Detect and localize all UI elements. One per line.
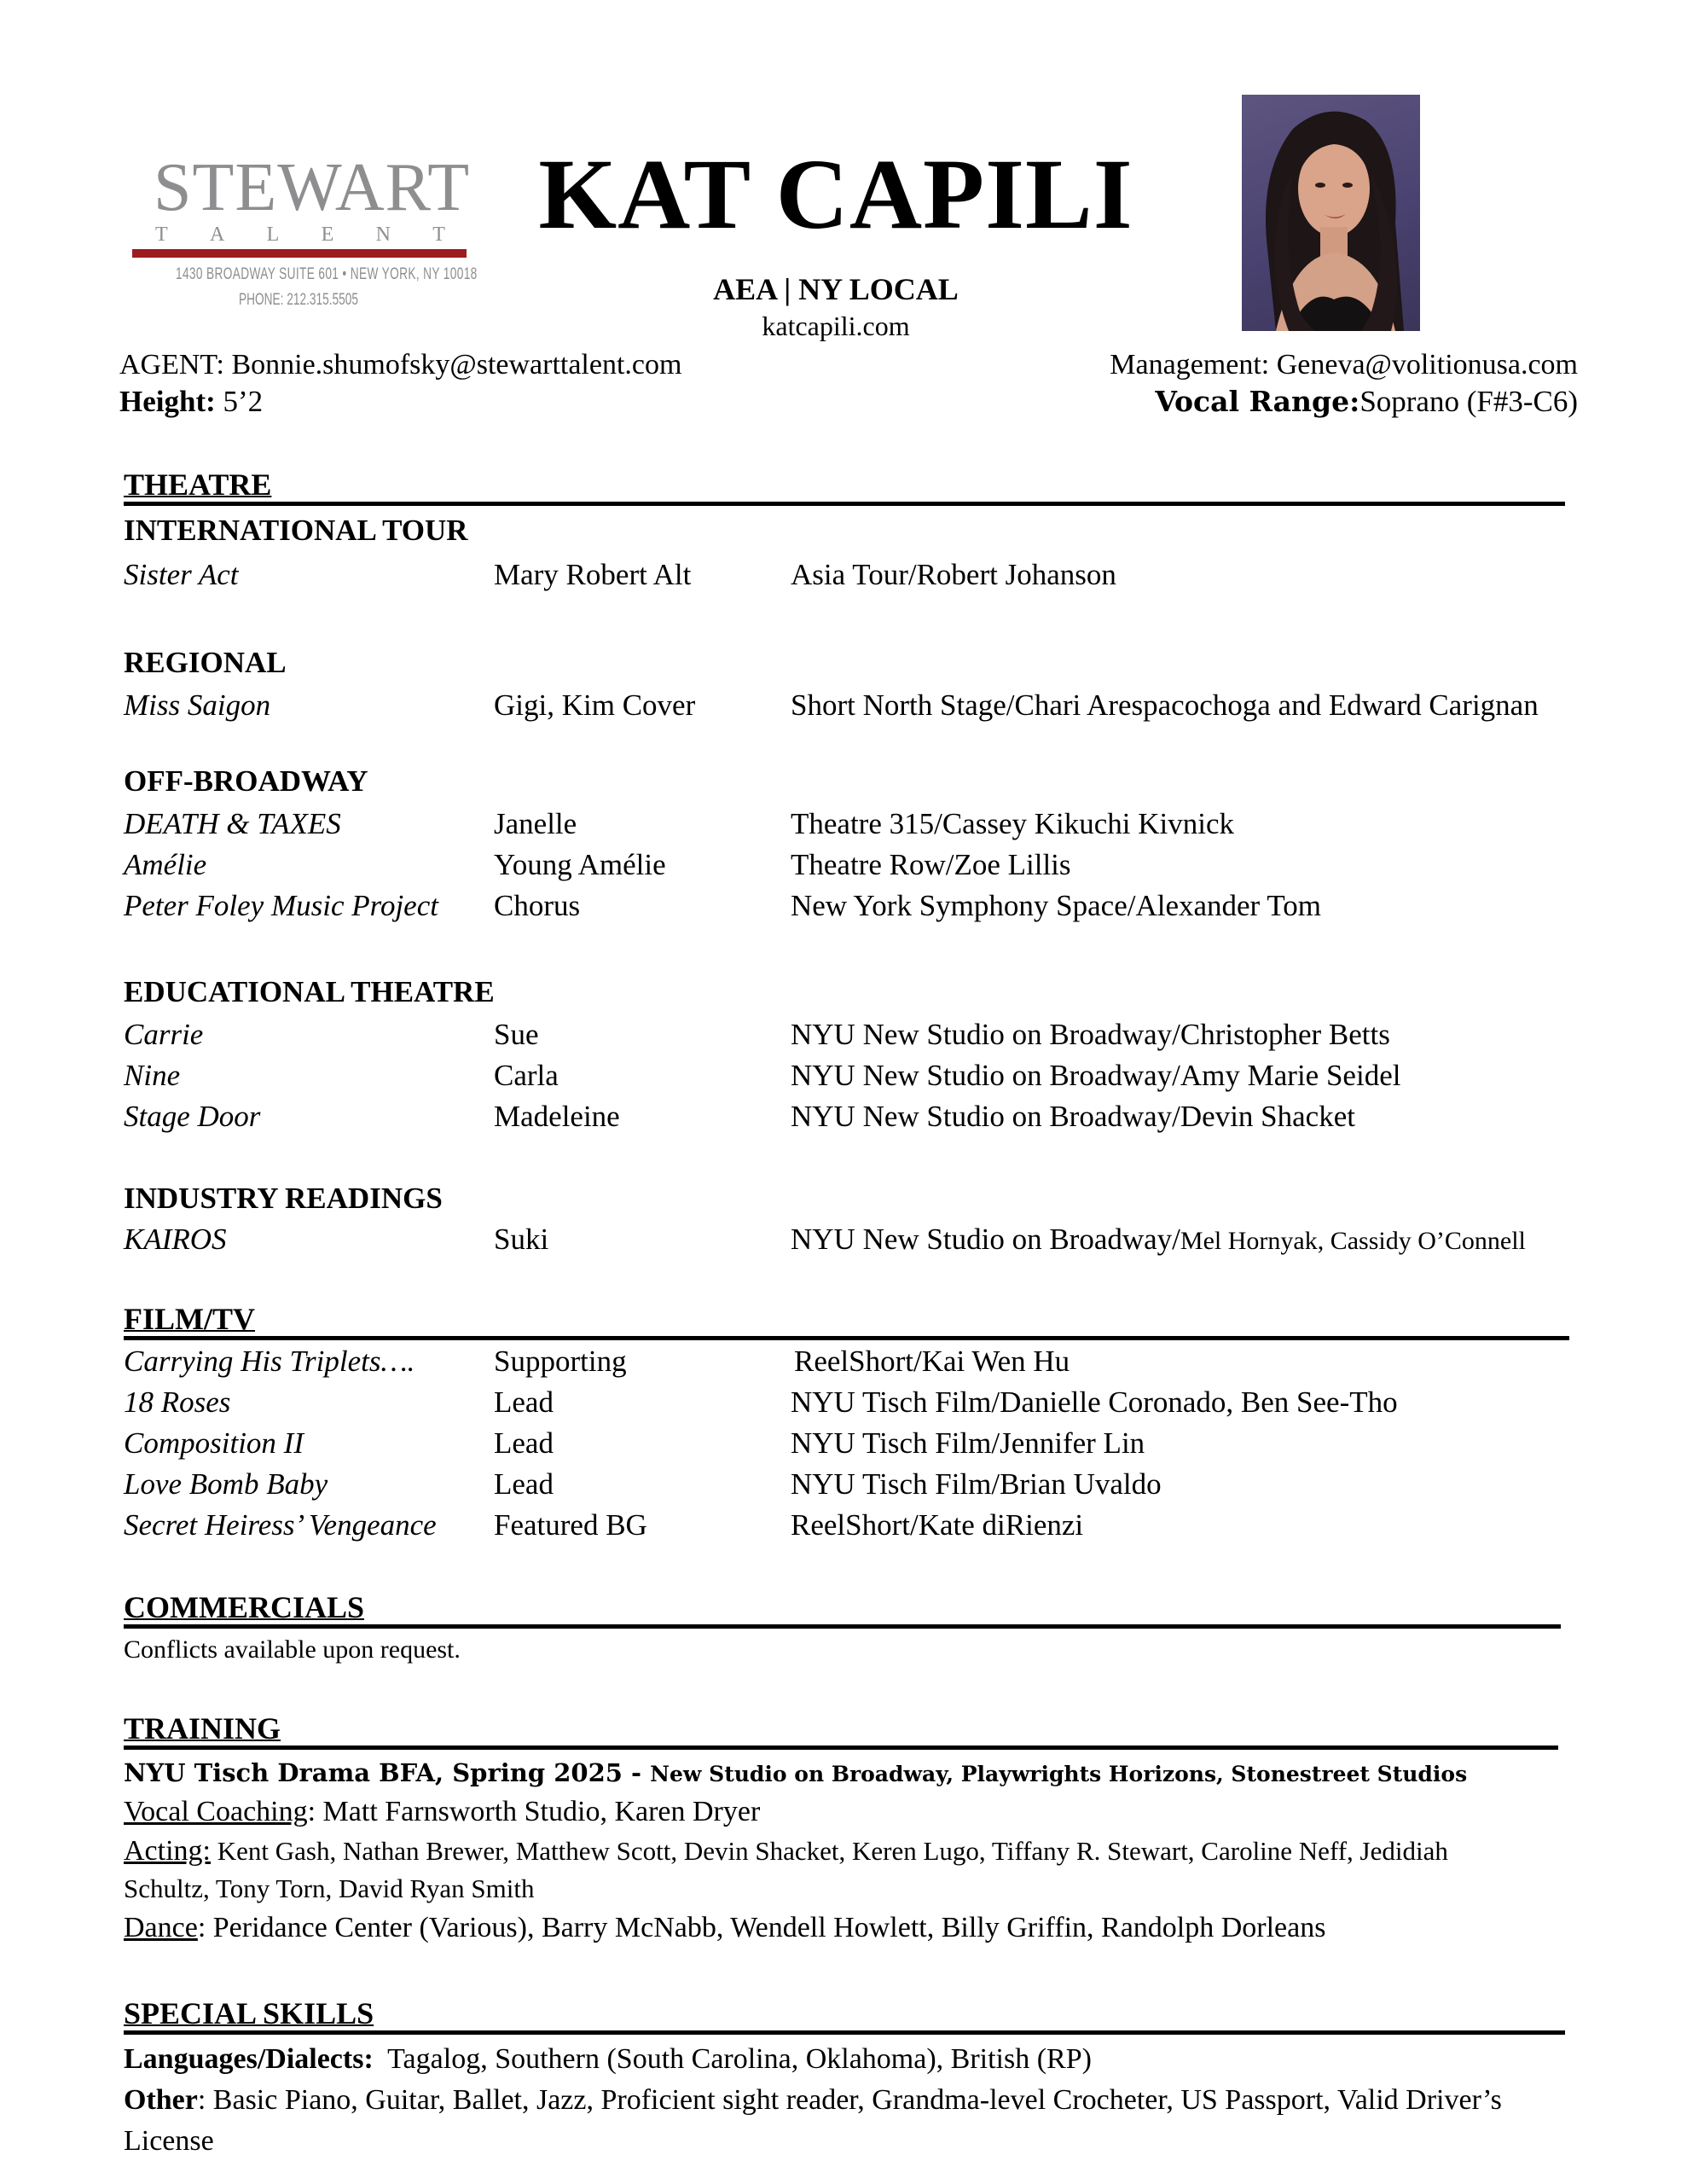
dance-text: : Peridance Center (Various), Barry McNabb, Wendell Howlett, Billy Griffin, Randolph Dorleans bbox=[197, 1912, 1326, 1943]
management-email[interactable]: Geneva@volitionusa.com bbox=[1276, 349, 1578, 380]
credit-row bbox=[124, 1223, 1608, 1257]
credit-role: Mary Robert Alt bbox=[494, 558, 692, 591]
section-commercials bbox=[124, 1590, 1561, 1629]
dance-label: Dance bbox=[124, 1912, 198, 1943]
actor-name: KAT CAPILI bbox=[538, 138, 1133, 250]
section-title: FILM/TV bbox=[124, 1302, 256, 1336]
management-label: Management: bbox=[1110, 349, 1277, 380]
credit-venue: NYU New Studio on Broadway/Devin Shacket bbox=[791, 1100, 1355, 1133]
credit-role: Janelle bbox=[494, 807, 577, 840]
subsection-heading: INTERNATIONAL TOUR bbox=[124, 514, 468, 547]
vocal-coaching-text: : Matt Farnsworth Studio, Karen Dryer bbox=[307, 1796, 761, 1827]
languages-label: Languages/Dialects: bbox=[124, 2043, 374, 2075]
degree-label: NYU Tisch Drama BFA, Spring 2025 - bbox=[124, 1758, 651, 1787]
credit-role: Sue bbox=[494, 1018, 539, 1051]
credit-title: DEATH & TAXES bbox=[124, 807, 341, 840]
subsection-heading: EDUCATIONAL THEATRE bbox=[124, 975, 495, 1008]
commercials-note: Conflicts available upon request. bbox=[124, 1635, 461, 1664]
height-value: 5’2 bbox=[223, 385, 264, 418]
section-title: COMMERCIALS bbox=[124, 1590, 365, 1624]
credit-row bbox=[124, 1345, 1608, 1379]
headshot-illustration bbox=[1242, 95, 1420, 331]
section-title: SPECIAL SKILLS bbox=[124, 1996, 374, 2030]
credit-role: Young Amélie bbox=[494, 848, 666, 881]
section-training bbox=[124, 1711, 1558, 1750]
logo-letter: E bbox=[321, 224, 334, 246]
other-text: : Basic Piano, Guitar, Ballet, Jazz, Proficient sight reader, Grandma-level Crocheter, US Passport, Valid Driver’s bbox=[197, 2084, 1502, 2116]
logo-letter: T bbox=[432, 224, 445, 246]
logo-address: 1430 BROADWAY SUITE 601 • NEW YORK, NY 10018 bbox=[176, 265, 478, 283]
agent-email[interactable]: Bonnie.shumofsky@stewarttalent.com bbox=[231, 349, 682, 380]
skills-other-cont: License bbox=[124, 2125, 214, 2157]
vocal-coaching-label: Vocal Coaching bbox=[124, 1796, 308, 1827]
logo-subtitle bbox=[155, 224, 445, 246]
credit-title: Secret Heiress’ Vengeance bbox=[124, 1508, 437, 1542]
credit-role: Madeleine bbox=[494, 1100, 620, 1133]
logo-name: STEWART bbox=[154, 150, 471, 225]
credit-title: 18 Roses bbox=[124, 1385, 231, 1419]
credit-venue-main: NYU New Studio on Broadway/ bbox=[791, 1223, 1180, 1256]
section-title: THEATRE bbox=[124, 468, 272, 502]
training-acting-cont: Schultz, Tony Torn, David Ryan Smith bbox=[124, 1873, 535, 1903]
credit-title: Peter Foley Music Project bbox=[124, 889, 438, 922]
degree-studios: New Studio on Broadway, Playwrights Horizons, Stonestreet Studios bbox=[650, 1762, 1468, 1786]
credit-row bbox=[124, 1385, 1608, 1420]
credit-role: Featured BG bbox=[494, 1508, 647, 1542]
credit-venue: NYU Tisch Film/Brian Uvaldo bbox=[791, 1467, 1162, 1501]
credit-title: Sister Act bbox=[124, 558, 239, 591]
credit-title: Nine bbox=[124, 1059, 181, 1092]
agent-label: AGENT: bbox=[119, 349, 232, 380]
training-dance bbox=[124, 1911, 1591, 1945]
logo-phone: PHONE: 212.315.5505 bbox=[239, 291, 358, 309]
credit-title: Carrying His Triplets…. bbox=[124, 1345, 415, 1378]
height-info bbox=[119, 384, 263, 420]
credit-row bbox=[124, 558, 1608, 592]
subsection-heading: INDUSTRY READINGS bbox=[124, 1182, 443, 1215]
headshot-photo bbox=[1242, 95, 1420, 331]
credit-row bbox=[124, 688, 1608, 723]
credit-row bbox=[124, 1467, 1608, 1502]
credit-venue: Theatre 315/Cassey Kikuchi Kivnick bbox=[791, 807, 1235, 840]
section-title: TRAINING bbox=[124, 1711, 281, 1745]
credit-title: Miss Saigon bbox=[124, 688, 271, 722]
credit-role: Gigi, Kim Cover bbox=[494, 688, 696, 722]
credit-venue-directors: Mel Hornyak, Cassidy O’Connell bbox=[1180, 1227, 1526, 1255]
credit-venue: NYU Tisch Film/Danielle Coronado, Ben See-Tho bbox=[791, 1385, 1398, 1419]
logo-bar bbox=[132, 249, 467, 258]
website-link[interactable]: katcapili.com bbox=[762, 311, 910, 341]
subsection-heading: REGIONAL bbox=[124, 646, 287, 679]
credit-title: Stage Door bbox=[124, 1100, 261, 1133]
credit-venue: NYU Tisch Film/Jennifer Lin bbox=[791, 1426, 1145, 1460]
credit-venue: Asia Tour/Robert Johanson bbox=[791, 558, 1116, 591]
credit-venue: Theatre Row/Zoe Lillis bbox=[791, 848, 1071, 881]
credit-venue bbox=[791, 1223, 1526, 1258]
credit-title: Composition II bbox=[124, 1426, 304, 1460]
credit-venue: Short North Stage/Chari Arespacochoga and Edward Carignan bbox=[791, 688, 1539, 722]
vocal-range-label: Vocal Range: bbox=[1155, 385, 1360, 418]
credit-role: Suki bbox=[494, 1223, 549, 1256]
skills-other bbox=[124, 2083, 1591, 2117]
agent-contact bbox=[119, 348, 681, 382]
credit-row bbox=[124, 1059, 1608, 1093]
credit-venue: NYU New Studio on Broadway/Christopher Betts bbox=[791, 1018, 1390, 1051]
credit-title: Love Bomb Baby bbox=[124, 1467, 328, 1501]
credit-venue: New York Symphony Space/Alexander Tom bbox=[791, 889, 1321, 922]
subsection-heading: OFF-BROADWAY bbox=[124, 764, 368, 798]
credit-role: Supporting bbox=[494, 1345, 627, 1378]
logo-letter: L bbox=[266, 224, 280, 246]
credit-title: Amélie bbox=[124, 848, 207, 881]
acting-label: Acting: bbox=[124, 1835, 211, 1867]
section-theatre bbox=[124, 468, 1565, 506]
section-film-tv bbox=[124, 1302, 1569, 1340]
logo-letter: A bbox=[209, 224, 225, 246]
credit-row bbox=[124, 1426, 1608, 1461]
credit-venue: ReelShort/Kate diRienzi bbox=[791, 1508, 1084, 1542]
logo-letter: N bbox=[375, 224, 391, 246]
acting-text: Kent Gash, Nathan Brewer, Matthew Scott, Devin Shacket, Keren Lugo, Tiffany R. Stewart, Caroline Neff, Jedidiah bbox=[210, 1836, 1448, 1866]
union-status: AEA | NY LOCAL bbox=[713, 272, 959, 306]
credit-role: Lead bbox=[494, 1426, 554, 1460]
vocal-range-info bbox=[1155, 384, 1578, 420]
credit-role: Lead bbox=[494, 1467, 554, 1501]
credit-role: Lead bbox=[494, 1385, 554, 1419]
credit-title: KAIROS bbox=[124, 1223, 227, 1256]
agency-logo bbox=[128, 150, 478, 316]
management-contact bbox=[1110, 348, 1578, 382]
credit-row bbox=[124, 807, 1608, 841]
credit-role: Carla bbox=[494, 1059, 559, 1092]
credit-role: Chorus bbox=[494, 889, 581, 922]
credit-row bbox=[124, 1018, 1608, 1052]
credit-row bbox=[124, 848, 1608, 882]
credit-venue: ReelShort/Kai Wen Hu bbox=[794, 1345, 1070, 1378]
credit-row bbox=[124, 889, 1608, 923]
training-vocal bbox=[124, 1795, 1591, 1829]
credit-venue: NYU New Studio on Broadway/Amy Marie Seidel bbox=[791, 1059, 1401, 1092]
section-special-skills bbox=[124, 1996, 1565, 2035]
logo-letter: T bbox=[155, 224, 168, 246]
skills-languages bbox=[124, 2042, 1591, 2077]
training-degree bbox=[124, 1756, 1591, 1790]
credit-row bbox=[124, 1508, 1608, 1542]
credit-title: Carrie bbox=[124, 1018, 204, 1051]
height-label: Height: bbox=[119, 385, 216, 418]
training-acting bbox=[124, 1834, 1591, 1868]
other-label: Other bbox=[124, 2084, 198, 2116]
languages-text: Tagalog, Southern (South Carolina, Oklahoma), British (RP) bbox=[373, 2043, 1092, 2075]
credit-row bbox=[124, 1100, 1608, 1134]
vocal-range-value: Soprano (F#3-C6) bbox=[1359, 385, 1578, 418]
